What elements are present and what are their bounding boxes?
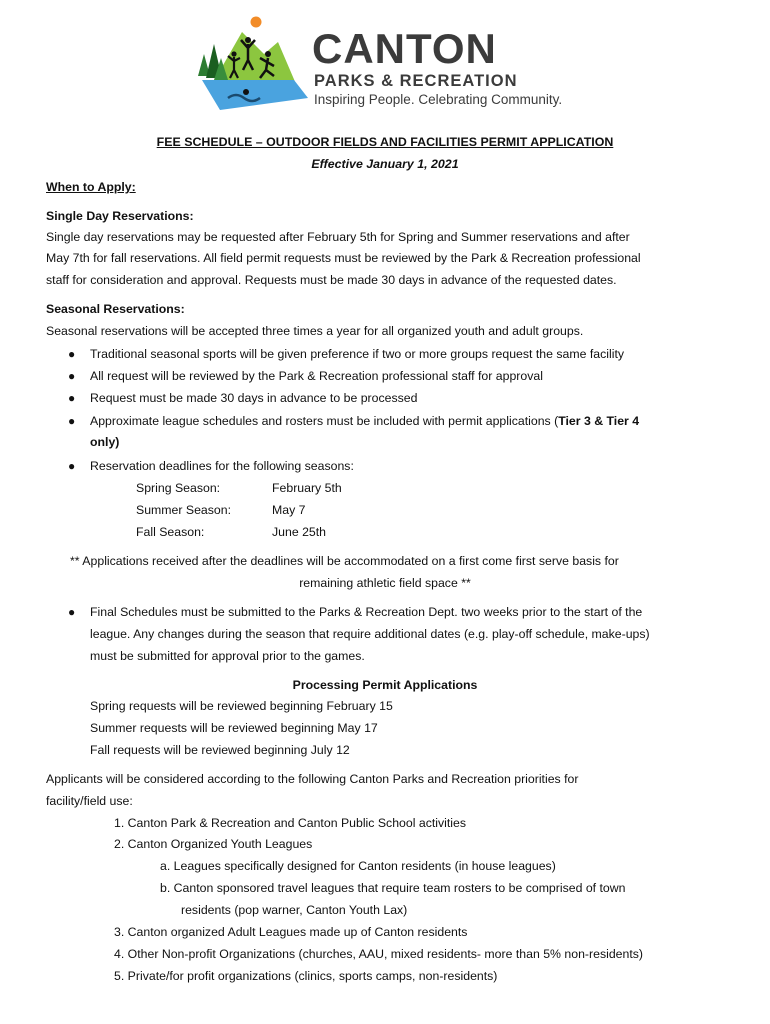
bullet-icon: ●: [68, 414, 76, 428]
deadline-season: Spring Season:: [136, 481, 221, 495]
deadline-note-line-2: remaining athletic field space **: [299, 576, 471, 590]
document-title: FEE SCHEDULE – OUTDOOR FIELDS AND FACILITIES PERMIT APPLICATION: [156, 135, 614, 149]
bullet-icon: ●: [68, 459, 76, 473]
single-day-line-2: May 7th for fall reservations. All field permit requests must be reviewed by the Park & Recreation professional: [46, 251, 641, 265]
deadline-season: Fall Season:: [136, 525, 205, 539]
priority-subitem: b. Canton sponsored travel leagues that require team rosters to be comprised of town: [160, 881, 626, 895]
deadline-date: May 7: [272, 503, 306, 517]
final-schedules-line-3: must be submitted for approval prior to the games.: [90, 649, 365, 663]
logo-subtitle: PARKS & RECREATION: [314, 72, 518, 90]
single-day-line-1: Single day reservations may be requested after February 5th for Spring and Summer reservations and after: [46, 230, 630, 244]
processing-line: Fall requests will be reviewed beginning July 12: [90, 743, 350, 757]
parks-emblem-icon: [198, 14, 308, 114]
priorities-intro-line-1: Applicants will be considered according to the following Canton Parks and Recreation priorities for: [46, 772, 579, 786]
bullet-icon: ●: [68, 391, 76, 405]
seasonal-bullet-2: All request will be reviewed by the Park & Recreation professional staff for approval: [90, 369, 543, 383]
processing-line: Summer requests will be reviewed beginning May 17: [90, 721, 378, 735]
priority-item: 4. Other Non-profit Organizations (churches, AAU, mixed residents- more than 5% non-residents): [114, 947, 644, 961]
seasonal-intro: Seasonal reservations will be accepted three times a year for all organized youth and adult groups.: [46, 324, 584, 338]
bullet-icon: ●: [68, 605, 76, 619]
logo-name: CANTON: [312, 25, 497, 72]
when-to-apply-heading: When to Apply:: [46, 180, 136, 194]
seasonal-bullet-4: Approximate league schedules and rosters must be included with permit applications (Tier 3 & Tier 4: [90, 414, 640, 428]
priorities-intro-line-2: facility/field use:: [46, 794, 133, 808]
processing-heading: Processing Permit Applications: [292, 678, 478, 692]
priority-subitem-cont: residents (pop warner, Canton Youth Lax): [181, 903, 408, 917]
seasonal-bullet-1: Traditional seasonal sports will be given preference if two or more groups request the same facility: [90, 347, 625, 361]
priority-item: 2. Canton Organized Youth Leagues: [114, 837, 313, 851]
deadline-note-line-1: ** Applications received after the deadlines will be accommodated on a first come first serve basis for: [70, 554, 619, 568]
final-schedules-line-1: Final Schedules must be submitted to the Parks & Recreation Dept. two weeks prior to the start of the: [90, 605, 643, 619]
single-day-line-3: staff for consideration and approval. Requests must be made 30 days in advance of the requested dates.: [46, 273, 617, 287]
effective-date: Effective January 1, 2021: [311, 157, 459, 171]
seasonal-heading: Seasonal Reservations:: [46, 302, 185, 316]
bullet-icon: ●: [68, 347, 76, 361]
tier-emphasis: Tier 3 & Tier 4: [558, 414, 640, 428]
deadline-date: February 5th: [272, 481, 342, 495]
priority-item: 3. Canton organized Adult Leagues made up of Canton residents: [114, 925, 468, 939]
single-day-heading: Single Day Reservations:: [46, 209, 194, 223]
priority-item: 5. Private/for profit organizations (clinics, sports camps, non-residents): [114, 969, 498, 983]
priority-subitem: a. Leagues specifically designed for Canton residents (in house leagues): [160, 859, 556, 873]
priority-item: 1. Canton Park & Recreation and Canton Public School activities: [114, 816, 467, 830]
seasonal-bullet-3: Request must be made 30 days in advance to be processed: [90, 391, 418, 405]
seasonal-bullet-5: Reservation deadlines for the following seasons:: [90, 459, 354, 473]
deadline-date: June 25th: [272, 525, 327, 539]
processing-line: Spring requests will be reviewed beginning February 15: [90, 699, 393, 713]
final-schedules-line-2: league. Any changes during the season that require additional dates (e.g. play-off schedule, make-ups): [90, 627, 650, 641]
bullet-icon: ●: [68, 369, 76, 383]
deadline-season: Summer Season:: [136, 503, 232, 517]
logo-tagline: Inspiring People. Celebrating Community.: [314, 92, 563, 107]
canton-logo: [198, 14, 578, 114]
seasonal-bullet-4-cont: only): [90, 435, 120, 449]
